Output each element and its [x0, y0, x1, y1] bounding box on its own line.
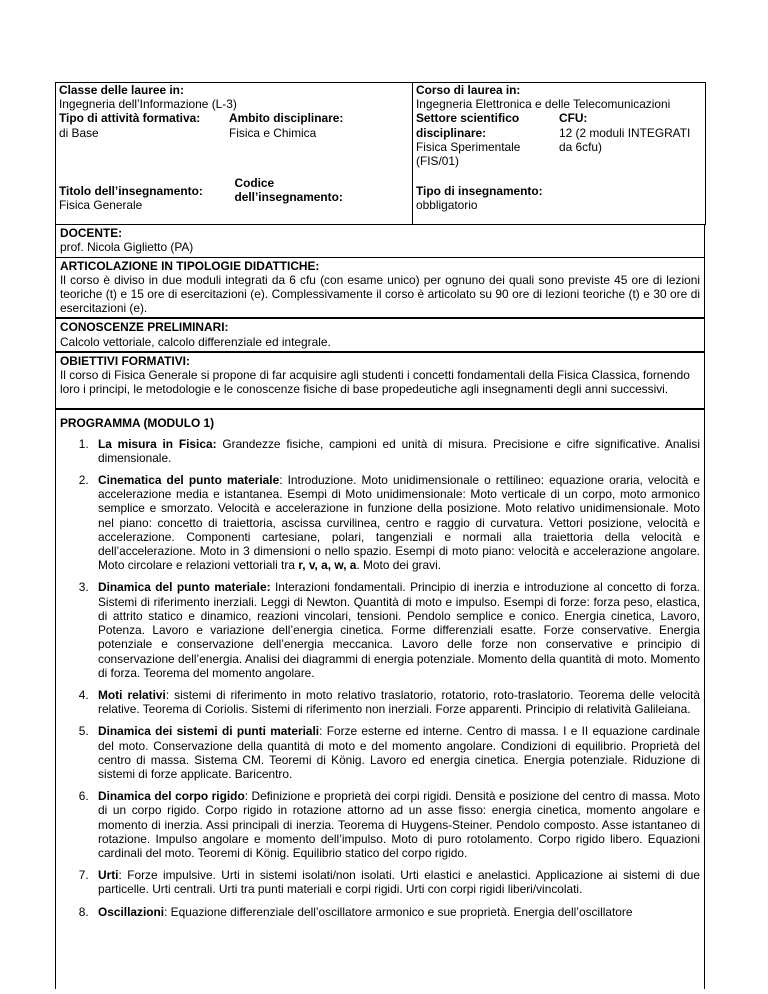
item-title: Moti relativi: [98, 687, 166, 702]
conoscenze-section: [55, 318, 705, 351]
item-title: La misura in Fisica:: [98, 436, 217, 451]
tipo-attivita-label: Tipo di attività formativa:: [59, 111, 201, 126]
item-vectors: r, v, a, w, a: [298, 558, 357, 573]
codice-cell: [232, 168, 413, 225]
obiettivi-section: [55, 352, 705, 410]
corso-value: Ingegneria Elettronica e delle Telecomunicazioni: [416, 97, 671, 112]
classe-label: Classe delle lauree in:: [59, 83, 184, 97]
tipo-attivita-value: di Base: [59, 125, 99, 140]
item-tail: . Moto dei gravi.: [356, 558, 442, 573]
programma-item: [92, 580, 700, 679]
item-text: : sistemi di riferimento in moto relativo traslatorio, rotatorio, roto-traslatorio. Teorema delle velocità relative. Teorema di Coriolis. Sistemi di riferimento non inerziali. Forze apparenti. Principio di relatività Galileiana.: [98, 687, 701, 717]
docente-label: DOCENTE:: [60, 226, 123, 241]
item-title: Dinamica del punto materiale:: [98, 580, 271, 595]
articolazione-label: ARTICOLAZIONE IN TIPOLOGIE DIDATTICHE:: [60, 258, 320, 273]
programma-item: [92, 724, 700, 781]
conoscenze-value: Calcolo vettoriale, calcolo differenziale ed integrale.: [60, 334, 331, 349]
articolazione-section: [55, 258, 705, 319]
item-text: : Introduzione. Moto unidimensionale o rettilineo: equazione oraria, velocità e accelerazione media e istantanea. Esempi di Moto unidimensionale: Moto verticale di un corpo, moto armonico semplice e smorzato. Velocità e accelerazione in funzione della posizione. Moto relativo unidimensionale. Moto nel piano: concetto di traiettoria, ascissa curvilinea, centro e raggio di curvatura. Vettori posizione, velocità e accelerazione. Componenti cartesiane, polari, tangenziali e normali alla traiettoria della velocità e dell’accelerazione. Moto in 3 dimensioni o nello spazio. Esempi di moto piano: velocità e accelerazione angolare. Moto circolare e relazioni vettoriali tra: [98, 473, 701, 573]
codice-label: Codice dell’insegnamento:: [234, 176, 343, 205]
ambito-value: Fisica e Chimica: [229, 125, 317, 140]
articolazione-value: Il corso è diviso in due moduli integrati da 6 cfu (con esame unico) per ognuno dei quali sono previste 45 ore di lezioni teoriche (t) e 15 ore di esercitazioni (e). Complessivamente il corso è articolato su 90 ore di lezioni teoriche (t) e 30 ore di esercitazioni (e).: [60, 272, 700, 316]
titolo-cell: [56, 168, 232, 225]
tipo-insegnamento-label: Tipo di insegnamento:: [416, 184, 543, 199]
programma-item: [92, 868, 700, 896]
titolo-label: Titolo dell’insegnamento:: [59, 184, 203, 199]
header-table: [55, 82, 706, 225]
programma-item: [92, 789, 700, 860]
conoscenze-label: CONOSCENZE PRELIMINARI:: [60, 320, 229, 335]
settore-label: Settore scientifico disciplinare:: [416, 111, 520, 140]
settore-value: Fisica Sperimentale (FIS/01): [416, 139, 521, 169]
corso-cell: [413, 83, 706, 169]
docente-section: [55, 225, 705, 257]
item-title: Cinematica del punto materiale: [98, 473, 280, 488]
titolo-value: Fisica Generale: [59, 198, 143, 213]
classe-cell: [56, 83, 413, 169]
programma-item: [92, 688, 700, 716]
item-text: : Equazione differenziale dell’oscillatore armonico e sue proprietà. Energia dell’oscillatore: [164, 904, 633, 919]
obiettivi-label: OBIETTIVI FORMATIVI:: [60, 353, 190, 368]
item-title: Oscillazioni: [98, 904, 165, 919]
item-title: Dinamica del corpo rigido: [98, 789, 245, 804]
corso-label: Corso di laurea in:: [416, 83, 521, 97]
obiettivi-value: Il corso di Fisica Generale si propone di far acquisire agli studenti i concetti fondamentali della Fisica Classica, fornendo loro i principi, le metodologie e le conoscenze fisiche di base propedeutiche agli insegnamenti degli anni successivi.: [60, 368, 690, 397]
tipo-insegnamento-cell: [413, 168, 706, 225]
item-text: Grandezze fisiche, campioni ed unità di misura. Precisione e cifre significative. Analisi dimensionale.: [98, 436, 700, 465]
programma-item: [92, 437, 700, 465]
docente-value: prof. Nicola Giglietto (PA): [60, 240, 194, 255]
item-title: Dinamica dei sistemi di punti materiali: [98, 724, 320, 739]
programma-item: [92, 473, 700, 572]
course-sheet: [55, 82, 705, 989]
ambito-label: Ambito disciplinare:: [229, 111, 344, 126]
item-title: Urti: [98, 868, 119, 883]
cfu-label: CFU:: [559, 111, 588, 126]
programma-section: [55, 409, 705, 989]
programma-list: [60, 437, 700, 919]
item-text: : Definizione e proprietà dei corpi rigidi. Densità e posizione del centro di massa. Moto di un corpo rigido. Corpo rigido in rotazione attorno ad un asse fisso: energia cinetica, momento angolare e momento di inerzia. Assi principali di inerzia. Teorema di Huygens-Steiner. Pendolo composto. Asse istantaneo di rotazione. Impulso angolare e momento dell’impulso. Moto di puro rotolamento. Corpo rigido libero. Equazioni cardinali del moto. Teoremi di König. Equilibrio statico del corpo rigido.: [98, 789, 701, 860]
programma-label: PROGRAMMA (MODULO 1): [60, 416, 215, 431]
tipo-insegnamento-value: obbligatorio: [416, 198, 478, 213]
programma-item: [92, 905, 700, 919]
item-text: Interazioni fondamentali. Principio di inerzia e introduzione al concetto di forza. Sistemi di riferimento inerziali. Leggi di Newton. Quantità di moto e impulso. Esempi di forze: forza peso, elastica, di attrito statico e dinamico, reazioni vincolari, tensioni. Pendolo semplice e conico. Energia cinetica, Lavoro, Potenza. Lavoro e variazione dell’energia cinetica. Forme differenziali esatte. Forze conservative. Energia potenziale e conservazione dell’energia meccanica. Lavoro delle forze non conservative e principio di conservazione dell’energia. Analisi dei diagrammi di energia potenziale. Momento della quantità di moto. Momento di forza. Teorema del momento angolare.: [98, 580, 700, 680]
cfu-value: 12 (2 moduli INTEGRATI da 6cfu): [559, 125, 691, 154]
classe-value: Ingegneria dell’Informazione (L-3): [59, 97, 237, 112]
item-text: : Forze esterne ed interne. Centro di massa. I e II equazione cardinale del moto. Conservazione della quantità di moto e del momento angolare. Condizioni di equilibrio. Proprietà del centro di massa. Sistema CM. Teoremi di König. Lavoro ed energia cinetica. Energia potenziale. Riduzione di sistemi di forze applicate. Baricentro.: [98, 724, 700, 781]
item-text: : Forze impulsive. Urti in sistemi isolati/non isolati. Urti elastici e anelastici. Applicazione ai sistemi di due particelle. Urti centrali. Urti tra punti materiali e corpi rigidi. Urti con corpi rigidi liberi/vincolati.: [98, 868, 700, 897]
